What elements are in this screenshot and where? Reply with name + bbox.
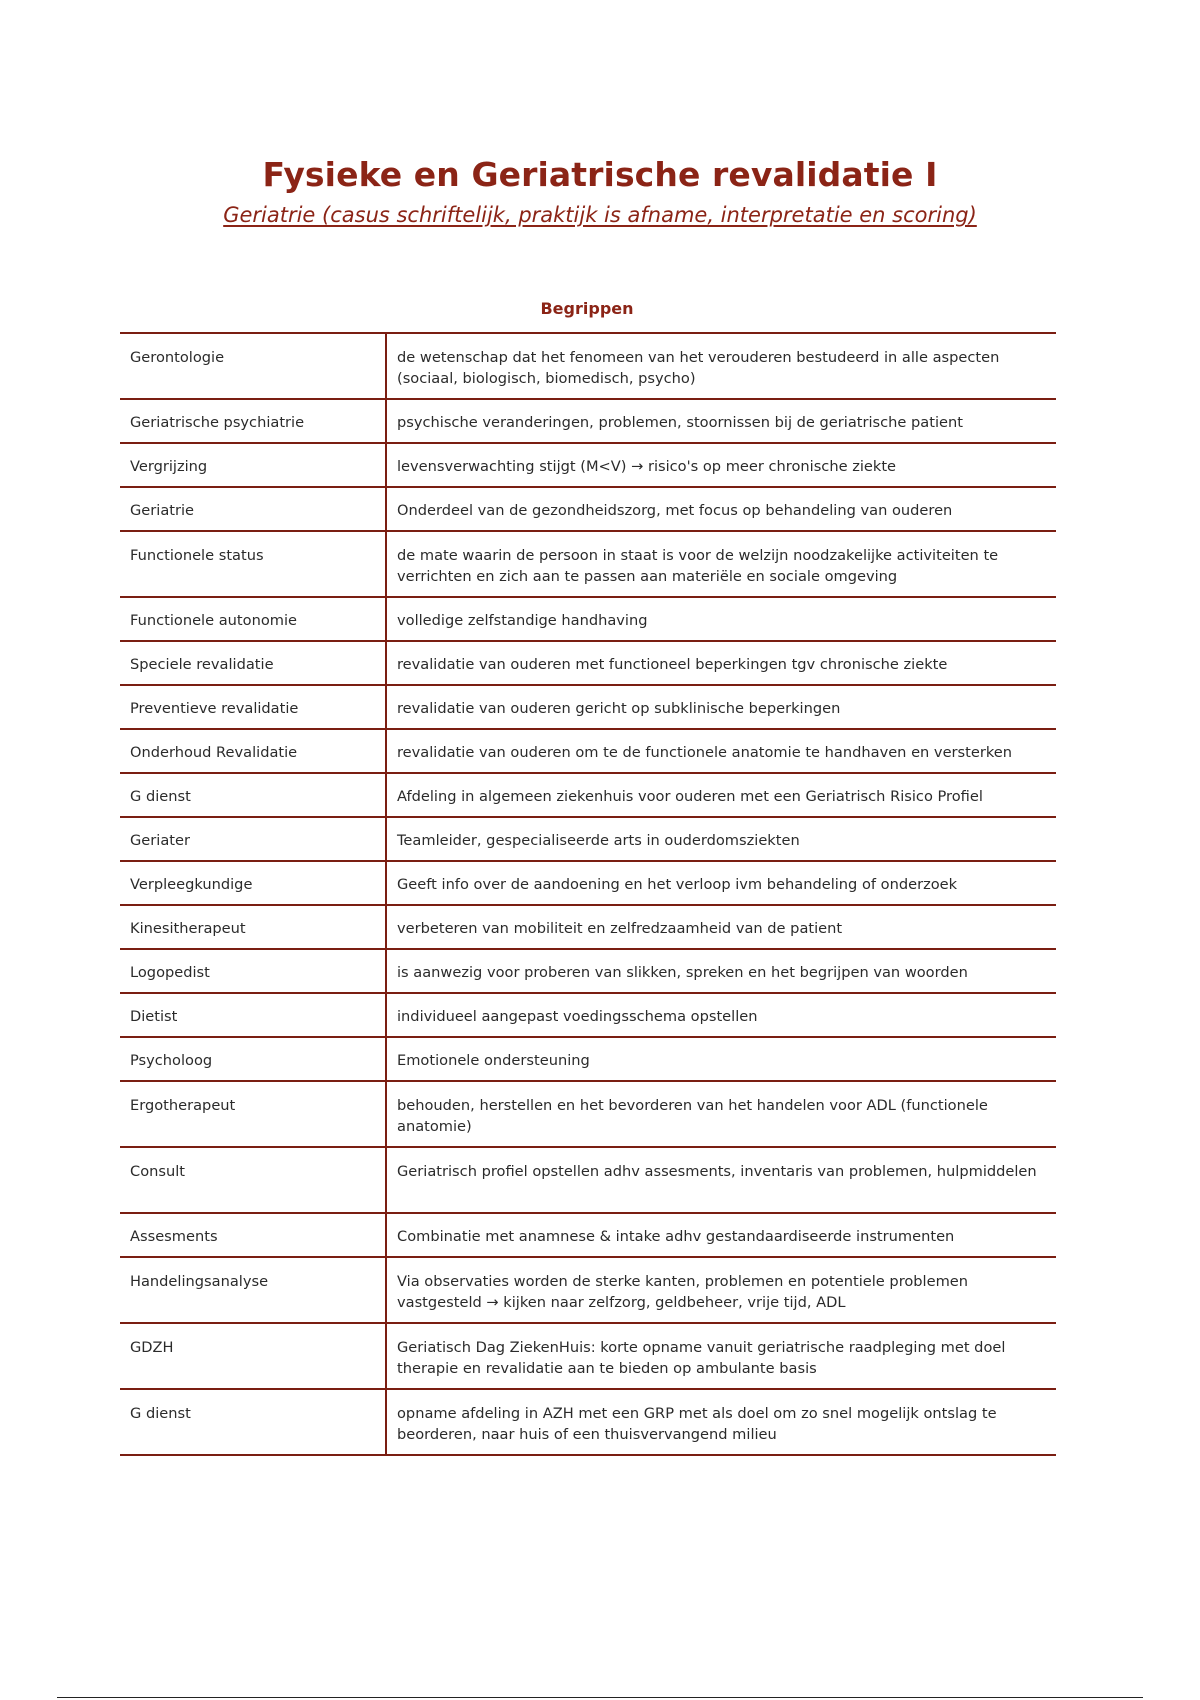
term-row [120, 905, 1056, 949]
term-row [120, 773, 1056, 817]
terms-table-body [120, 333, 1056, 1455]
term-cell: Geriatrische psychiatrie [120, 399, 386, 443]
page-title: Fysieke en Geriatrische revalidatie I [262, 155, 938, 194]
term-cell: Consult [120, 1147, 386, 1213]
definition-cell: revalidatie van ouderen om te de functionele anatomie te handhaven en versterken [397, 744, 1013, 761]
definition-cell: Via observaties worden de sterke kanten, problemen en potentiele problemen vastgesteld → kijken naar zelfzorg, geldbeheer, vrije tijd, ADL [397, 1273, 969, 1311]
definition-cell: de mate waarin de persoon in staat is voor de welzijn noodzakelijke activiteiten te verrichten en zich aan te passen aan materiële en sociale omgeving [397, 547, 999, 585]
term-row [120, 1081, 1056, 1147]
term-cell: Dietist [120, 993, 386, 1037]
term-cell: Gerontologie [120, 333, 386, 399]
term-cell: Geriatrie [120, 487, 386, 531]
term-row [120, 443, 1056, 487]
term-row [120, 861, 1056, 905]
term-row [120, 729, 1056, 773]
definition-cell: volledige zelfstandige handhaving [397, 612, 648, 629]
definition-cell: Afdeling in algemeen ziekenhuis voor ouderen met een Geriatrisch Risico Profiel [397, 788, 983, 805]
term-row [120, 1213, 1056, 1257]
term-cell: Speciele revalidatie [120, 641, 386, 685]
term-cell: Preventieve revalidatie [120, 685, 386, 729]
term-cell: Handelingsanalyse [120, 1257, 386, 1323]
term-cell: Assesments [120, 1213, 386, 1257]
term-cell: G dienst [120, 773, 386, 817]
term-row [120, 333, 1056, 399]
term-cell: GDZH [120, 1323, 386, 1389]
terms-table [120, 332, 1056, 1456]
definition-cell: psychische veranderingen, problemen, stoornissen bij de geriatrische patient [397, 414, 963, 431]
term-cell: Logopedist [120, 949, 386, 993]
definition-cell: levensverwachting stijgt (M<V) → risico's op meer chronische ziekte [397, 458, 897, 475]
term-cell: Functionele autonomie [120, 597, 386, 641]
definition-cell: verbeteren van mobiliteit en zelfredzaamheid van de patient [397, 920, 843, 937]
term-row [120, 597, 1056, 641]
term-cell: Geriater [120, 817, 386, 861]
term-cell: G dienst [120, 1389, 386, 1455]
term-cell: Psycholoog [120, 1037, 386, 1081]
definition-cell: revalidatie van ouderen gericht op subklinische beperkingen [397, 700, 841, 717]
term-row [120, 399, 1056, 443]
page-subtitle: Geriatrie (casus schriftelijk, praktijk is afname, interpretatie en scoring) [223, 203, 977, 227]
term-row [120, 993, 1056, 1037]
definition-cell: opname afdeling in AZH met een GRP met als doel om zo snel mogelijk ontslag te beorderen, naar huis of een thuisvervangend milieu [397, 1405, 997, 1443]
term-row [120, 949, 1056, 993]
definition-cell: revalidatie van ouderen met functioneel beperkingen tgv chronische ziekte [397, 656, 948, 673]
term-cell: Vergrijzing [120, 443, 386, 487]
term-row [120, 1037, 1056, 1081]
definition-cell: Geriatisch Dag ZiekenHuis: korte opname vanuit geriatrische raadpleging met doel therapie en revalidatie aan te bieden op ambulante basis [397, 1339, 1006, 1377]
term-row [120, 685, 1056, 729]
footer-rule [57, 1697, 1143, 1698]
definition-cell: is aanwezig voor proberen van slikken, spreken en het begrijpen van woorden [397, 964, 968, 981]
definition-cell: Teamleider, gespecialiseerde arts in ouderdomsziekten [397, 832, 800, 849]
section-heading: Begrippen [540, 299, 634, 318]
term-row [120, 487, 1056, 531]
definition-cell: Geriatrisch profiel opstellen adhv assesments, inventaris van problemen, hulpmiddelen [397, 1163, 1037, 1180]
term-row [120, 1323, 1056, 1389]
term-cell: Ergotherapeut [120, 1081, 386, 1147]
definition-cell: behouden, herstellen en het bevorderen van het handelen voor ADL (functionele anatomie) [397, 1097, 988, 1135]
definition-cell: Combinatie met anamnese & intake adhv gestandaardiseerde instrumenten [397, 1228, 955, 1245]
term-row [120, 531, 1056, 597]
term-cell: Onderhoud Revalidatie [120, 729, 386, 773]
definition-cell: individueel aangepast voedingsschema opstellen [397, 1008, 758, 1025]
term-row [120, 1257, 1056, 1323]
term-row [120, 641, 1056, 685]
definition-cell: Emotionele ondersteuning [397, 1052, 590, 1069]
term-cell: Verpleegkundige [120, 861, 386, 905]
definition-cell: de wetenschap dat het fenomeen van het verouderen bestudeerd in alle aspecten (sociaal, biologisch, biomedisch, psycho) [397, 349, 1000, 387]
definition-cell: Geeft info over de aandoening en het verloop ivm behandeling of onderzoek [397, 876, 958, 893]
term-cell: Kinesitherapeut [120, 905, 386, 949]
term-cell: Functionele status [120, 531, 386, 597]
definition-cell: Onderdeel van de gezondheidszorg, met focus op behandeling van ouderen [397, 502, 953, 519]
term-row [120, 1147, 1056, 1213]
term-row [120, 817, 1056, 861]
term-row [120, 1389, 1056, 1455]
